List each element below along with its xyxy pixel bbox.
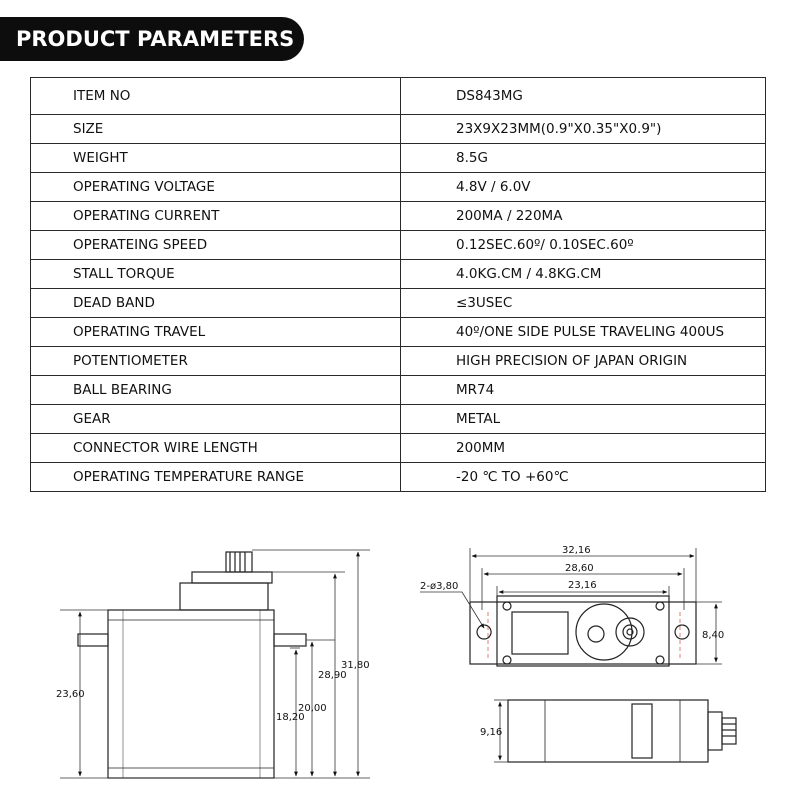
param-label: WEIGHT	[31, 144, 401, 173]
param-value: 23X9X23MM(0.9"X0.35"X0.9")	[401, 115, 766, 144]
dim-hole-diameter: 2-ø3,80	[420, 581, 459, 592]
param-label: OPERATING TRAVEL	[31, 318, 401, 347]
side-body-outline	[508, 700, 708, 762]
front-view	[78, 552, 306, 778]
label-recess	[512, 612, 568, 654]
mount-slot-right	[675, 625, 689, 639]
dim-overall-width: 32,16	[562, 545, 591, 556]
param-label: OPERATEING SPEED	[31, 231, 401, 260]
dim-depth: 8,40	[702, 630, 725, 641]
param-label: OPERATING CURRENT	[31, 202, 401, 231]
param-label: SIZE	[31, 115, 401, 144]
table-row	[31, 318, 766, 347]
param-label: STALL TORQUE	[31, 260, 401, 289]
param-label: ITEM NO	[31, 78, 401, 115]
dim-side-width: 9,16	[480, 727, 503, 738]
dim-body-width: 23,16	[568, 580, 597, 591]
side-view	[508, 700, 736, 762]
table-row	[31, 376, 766, 405]
param-label: OPERATING TEMPERATURE RANGE	[31, 463, 401, 492]
table-row	[31, 115, 766, 144]
technical-drawing	[0, 520, 800, 800]
param-value: METAL	[401, 405, 766, 434]
dim-31: 31,80	[341, 660, 370, 671]
servo-body-outline	[108, 610, 274, 778]
param-value: 4.0KG.CM / 4.8KG.CM	[401, 260, 766, 289]
param-value: 8.5G	[401, 144, 766, 173]
param-value: HIGH PRECISION OF JAPAN ORIGIN	[401, 347, 766, 376]
table-row	[31, 289, 766, 318]
table-row	[31, 434, 766, 463]
section-title: PRODUCT PARAMETERS	[16, 27, 295, 51]
table-row	[31, 260, 766, 289]
dim-20: 20,00	[298, 703, 327, 714]
screw-hole-icon	[656, 602, 664, 610]
param-label: GEAR	[31, 405, 401, 434]
param-value: DS843MG	[401, 78, 766, 115]
param-value: 0.12SEC.60º/ 0.10SEC.60º	[401, 231, 766, 260]
top-body	[497, 596, 669, 666]
param-value: -20 ℃ TO +60℃	[401, 463, 766, 492]
dim-body-height: 23,60	[56, 689, 85, 700]
screw-hole-icon	[503, 656, 511, 664]
mount-slot-left	[477, 625, 491, 639]
screw-hole-icon	[503, 602, 511, 610]
param-label: CONNECTOR WIRE LENGTH	[31, 434, 401, 463]
table-row	[31, 173, 766, 202]
table-row	[31, 405, 766, 434]
side-gear-cap	[708, 712, 722, 750]
param-value: 200MA / 220MA	[401, 202, 766, 231]
screw-hole-icon	[656, 656, 664, 664]
table-row	[31, 347, 766, 376]
dim-18: 18,20	[276, 712, 305, 723]
gear-cap	[192, 572, 272, 583]
right-mounting-tab	[274, 634, 306, 646]
table-row	[31, 78, 766, 115]
side-output-spline	[722, 718, 736, 744]
section-header	[0, 17, 304, 61]
mounting-flange	[470, 602, 696, 664]
parameter-table	[30, 77, 766, 492]
top-housing	[180, 583, 268, 610]
param-value: 4.8V / 6.0V	[401, 173, 766, 202]
top-view	[470, 596, 696, 666]
dim-28: 28,90	[318, 670, 347, 681]
param-value: 40º/ONE SIDE PULSE TRAVELING 400US	[401, 318, 766, 347]
param-label: OPERATING VOLTAGE	[31, 173, 401, 202]
table-row	[31, 202, 766, 231]
param-label: DEAD BAND	[31, 289, 401, 318]
dim-tab-span: 28,60	[565, 563, 594, 574]
table-row	[31, 144, 766, 173]
front-view-dimensions	[60, 550, 370, 778]
table-row	[31, 231, 766, 260]
left-mounting-tab	[78, 634, 108, 646]
param-label: POTENTIOMETER	[31, 347, 401, 376]
param-value: MR74	[401, 376, 766, 405]
table-row	[31, 463, 766, 492]
param-value: 200MM	[401, 434, 766, 463]
side-gear-section	[632, 704, 652, 758]
param-value: ≤3USEC	[401, 289, 766, 318]
param-label: BALL BEARING	[31, 376, 401, 405]
